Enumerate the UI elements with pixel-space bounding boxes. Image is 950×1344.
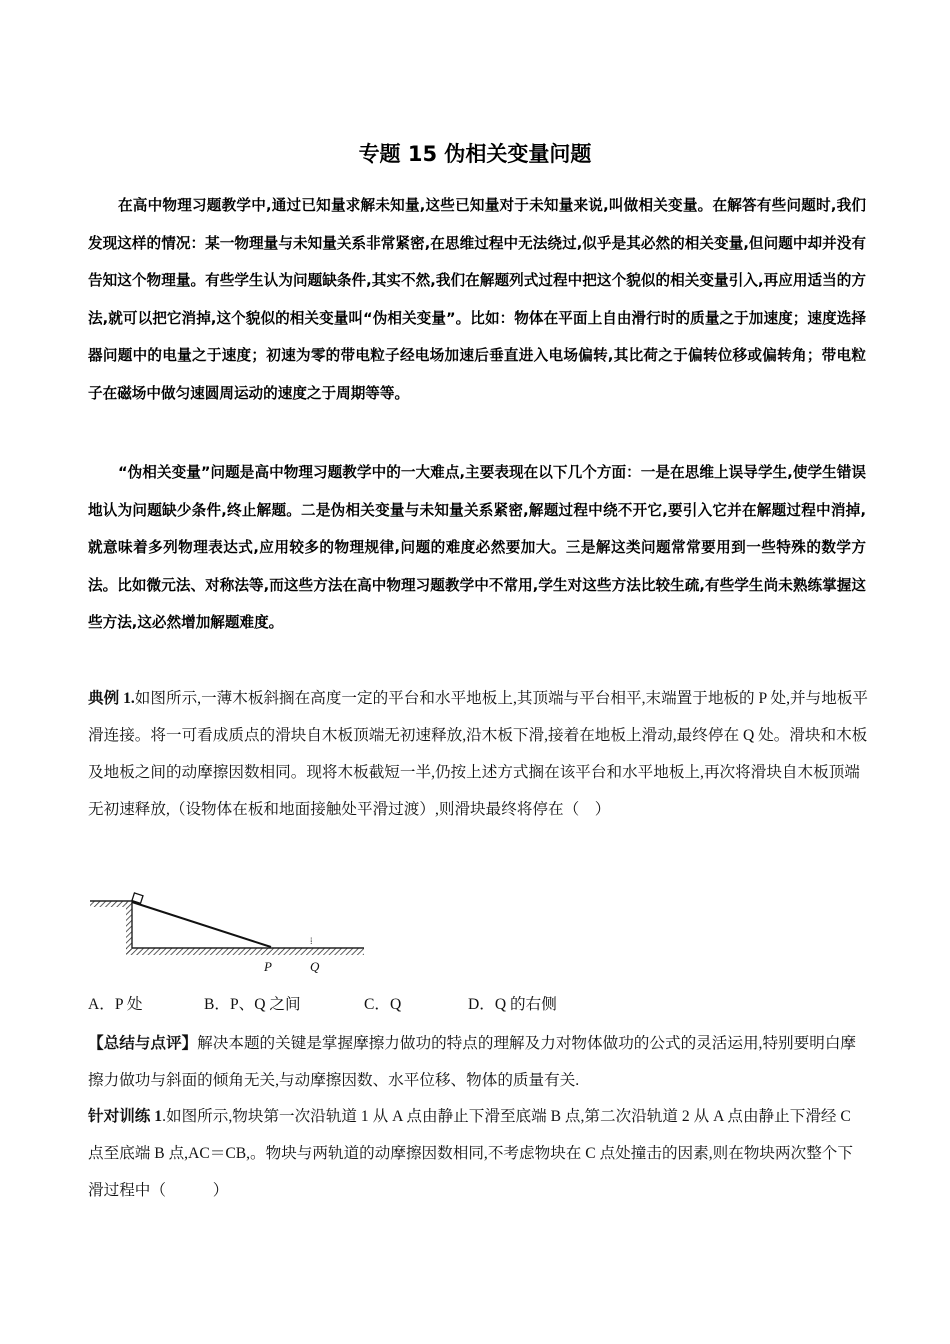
option-c: C．Q [364,996,402,1013]
option-d: D．Q 的右侧 [468,996,557,1013]
example-1-label: 典例 1. [88,690,135,707]
option-b: B．P、Q 之间 [204,996,301,1013]
example-1-text: 如图所示,一薄木板斜搁在高度一定的平台和水平地板上,其顶端与平台相平,末端置于地板的 P 处,并与地板平滑连接。将一可看成质点的滑块自木板顶端无初速释放,沿木板下滑,接着在地板上滑动,最终停在 Q 处。滑块和木板及地板之间的动摩擦因数相同。现将木板截短一半,仍按上述方式搁在该平台和水平地板上,再次将滑块自木板顶端无初速释放,（设物体在板和地面接触处平滑过渡）,则滑块最终将停在（ ） [88,690,869,818]
floor-hatch [126,948,364,955]
page-title: 专题 15 伪相关变量问题 [358,142,592,166]
answer-options [88,992,788,1022]
inclined-board [132,902,271,947]
incline-figure [88,890,378,980]
label-q: Q [310,959,320,974]
summary [88,1025,868,1099]
intro-paragraph-1: 在高中物理习题教学中,通过已知量求解未知量,这些已知量对于未知量来说,叫做相关变量。在解答有些问题时,我们发现这样的情况：某一物理量与未知量关系非常紧密,在思维过程中无法绕过,似乎是其必然的相关变量,但问题中却并没有告知这个物理量。有些学生认为问题缺条件,其实不然,我们在解题列式过程中把这个貌似的相关变量引入,再应用适当的方法,就可以把它消掉,这个貌似的相关变量叫“伪相关变量”。比如：物体在平面上自由滑行时的质量之于加速度；速度选择器问题中的电量之于速度；初速为零的带电粒子经电场加速后垂直进入电场偏转,其比荷之于偏转位移或偏转角；带电粒子在磁场中做匀速圆周运动的速度之于周期等等。 [88,197,866,402]
q-mark: ⁞ [310,936,313,946]
summary-label: 【总结与点评】 [88,1035,198,1052]
training-1-text: .如图所示,物块第一次沿轨道 1 从 A 点由静止下滑至底端 B 点,第二次沿轨道 2 从 A 点由静止下滑经 C 点至底端 B 点,AC＝CB,。物块与两轨道的动摩擦因数相同,不考虑物块在 C 点处撞击的因素,则在物块两次整个下滑过程中（ ） [88,1108,853,1199]
option-a: A．P 处 [88,996,143,1013]
intro-paragraph-2: “伪相关变量”问题是高中物理习题教学中的一大难点,主要表现在以下几个方面：一是在思维上误导学生,使学生错误地认为问题缺少条件,终止解题。二是伪相关变量与未知量关系紧密,解题过程中绕不开它,要引入它并在解题过程中消掉,就意味着多列物理表达式,应用较多的物理规律,问题的难度必然要加大。三是解这类问题常常要用到一些特殊的数学方法。比如微元法、对称法等,而这些方法在高中物理习题教学中不常用,学生对这些方法比较生疏,有些学生尚未熟练掌握这些方法,这必然增加解题难度。 [88,464,866,632]
training-1-label: 针对训练 1 [88,1108,163,1125]
training-1 [88,1098,868,1209]
platform-wall [126,901,132,954]
platform-top [90,901,127,907]
example-1 [88,680,868,828]
label-p: P [264,959,272,974]
summary-text: 解决本题的关键是掌握摩擦力做功的特点的理解及力对物体做功的公式的灵活运用,特别要明白摩擦力做功与斜面的倾角无关,与动摩擦因数、水平位移、物体的质量有关. [88,1035,857,1089]
